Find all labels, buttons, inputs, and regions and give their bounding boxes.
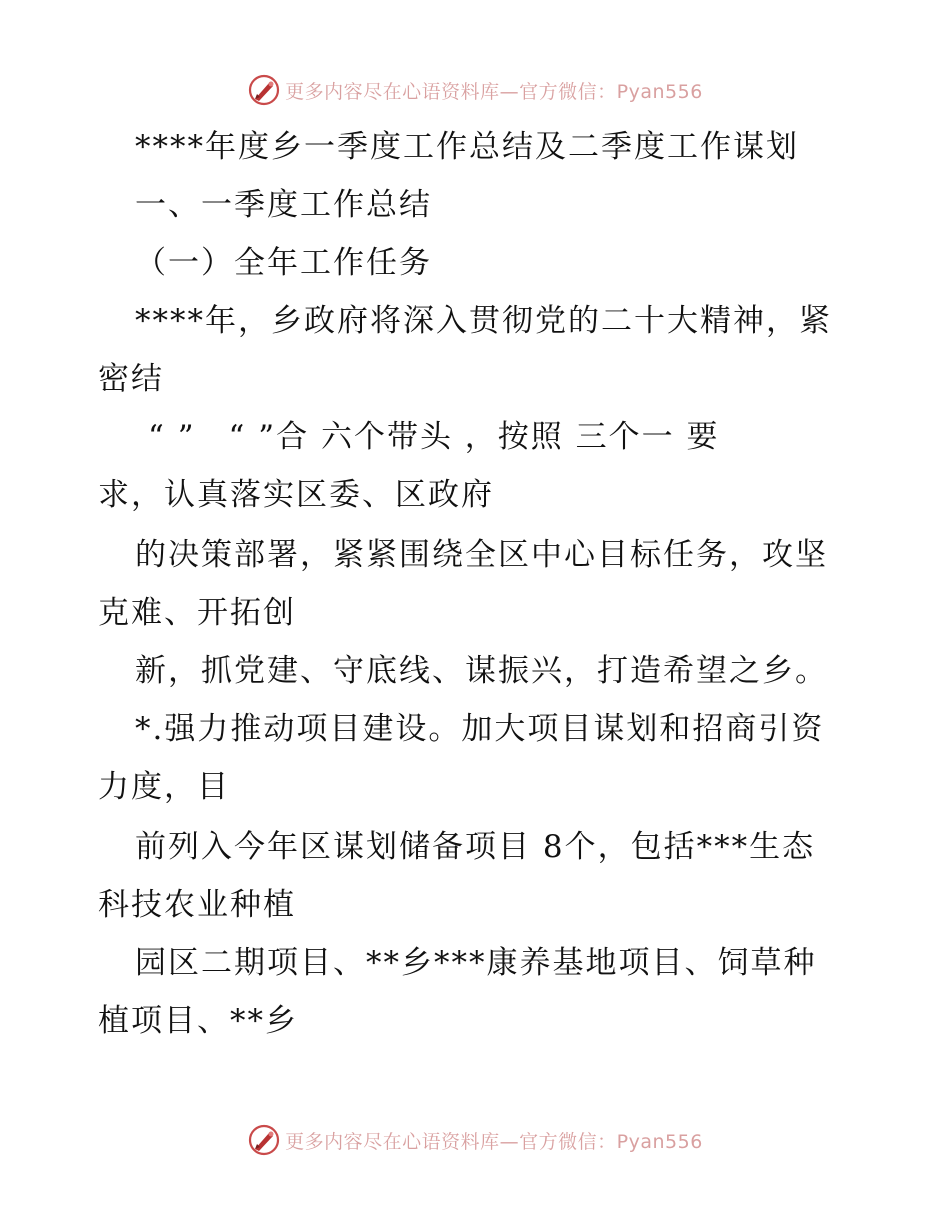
footer-watermark-text: 更多内容尽在心语资料库—官方微信：Pyan556 [285, 1130, 703, 1153]
paragraph-line: 克难、开拓创 [98, 595, 296, 631]
paragraph-line: 新，抓党建、守底线、谋振兴，打造希望之乡。 [135, 653, 828, 689]
pen-logo-icon [247, 73, 281, 107]
footer-watermark-banner [0, 1120, 950, 1160]
pen-logo-icon [247, 1123, 281, 1157]
paragraph-line: 求，认真落实区委、区政府 [98, 477, 494, 513]
paragraph-line: 植项目、**乡 [98, 1003, 298, 1039]
paragraph-line: ****年，乡政府将深入贯彻党的二十大精神，紧 [135, 303, 832, 339]
paragraph-line: 前列入今年区谋划储备项目 8个，包括***生态 [135, 829, 816, 865]
subsection-heading: （一）全年工作任务 [135, 245, 432, 281]
header-watermark [247, 73, 703, 107]
footer-watermark [247, 1123, 703, 1157]
header-watermark-banner [0, 70, 950, 110]
paragraph-line: 密结 [98, 361, 164, 397]
paragraph-line: 的决策部署，紧紧围绕全区中心目标任务，攻坚 [135, 537, 828, 573]
paragraph-line: “ ” “ ”合 六个带头 ，按照 三个一 要 [148, 419, 720, 455]
section-heading: 一、一季度工作总结 [135, 187, 432, 223]
paragraph-line: *.强力推动项目建设。加大项目谋划和招商引资 [135, 711, 825, 747]
paragraph-line: 科技农业种植 [98, 887, 296, 923]
paragraph-line: 力度，目 [98, 769, 230, 805]
document-title: ****年度乡一季度工作总结及二季度工作谋划 [135, 129, 799, 165]
paragraph-line: 园区二期项目、**乡***康养基地项目、饲草种 [135, 945, 817, 981]
header-watermark-text: 更多内容尽在心语资料库—官方微信：Pyan556 [285, 80, 703, 103]
